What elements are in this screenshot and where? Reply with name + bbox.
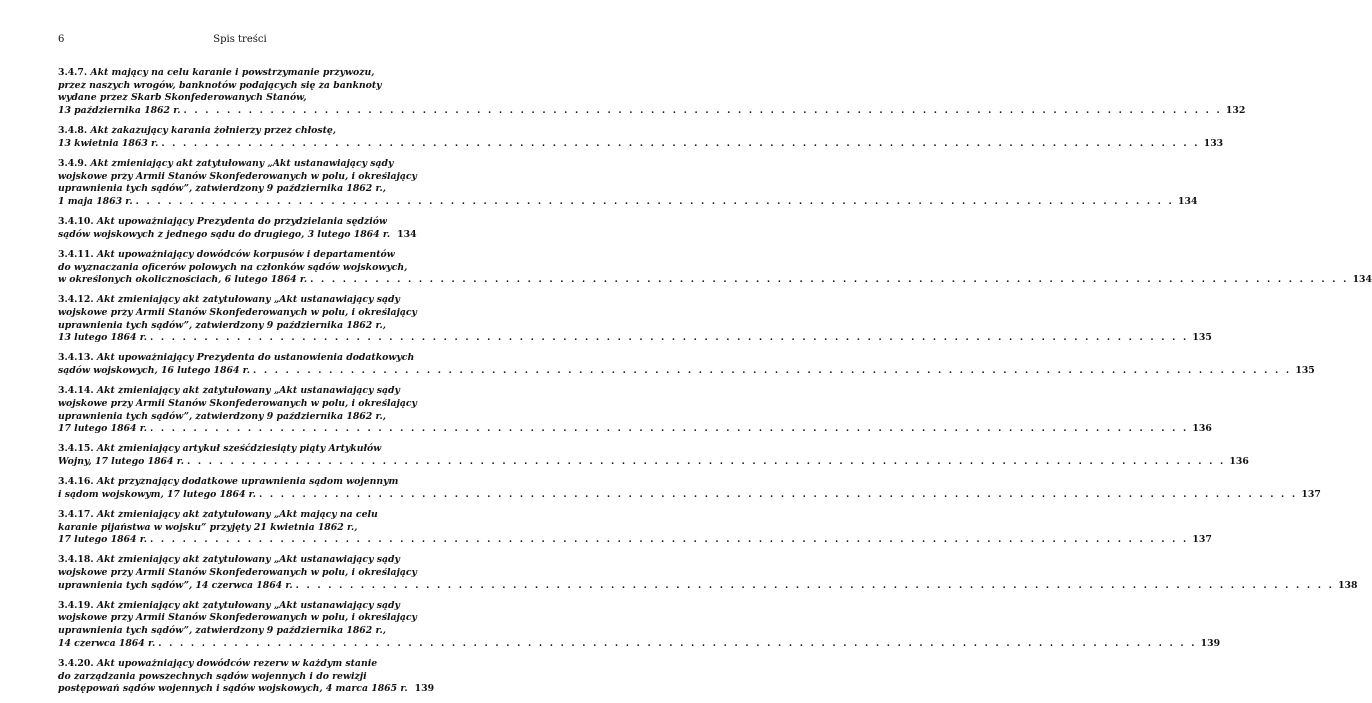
toc-entry-page: 134 <box>1352 274 1372 286</box>
toc-entry-line <box>58 612 417 625</box>
toc-entry-title: wojskowe przy Armii Stanów Skonfederowanych w polu, i określający <box>58 397 417 409</box>
toc-entry-line <box>58 80 403 93</box>
toc-entry-number: 3.4.15. <box>58 443 97 455</box>
toc-entry-title: do zarządzania powszechnych sądów wojennych i do rewizji <box>58 670 367 682</box>
toc-entry-page: 137 <box>1192 534 1212 546</box>
toc-entry-number: 3.4.19. <box>58 599 97 611</box>
toc-entry-title: Akt upoważniający Prezydenta do ustanowienia dodatkowych <box>96 352 415 364</box>
toc-entry-number: 3.4.20. <box>58 657 97 669</box>
toc-entry-title: wojskowe przy Armii Stanów Skonfederowanych w polu, i określający <box>58 306 417 318</box>
toc-entry-title: 14 czerwca 1864 r. <box>58 637 156 649</box>
toc-entry-line <box>58 261 408 275</box>
toc-entry[interactable] <box>58 125 1224 150</box>
toc-entry-line <box>58 658 403 671</box>
dot-leader <box>150 423 1188 436</box>
toc-entry-title: wojskowe przy Armii Stanów Skonfederowanych w polu, i określający <box>58 170 417 182</box>
dot-leader <box>253 365 1291 378</box>
toc-entry-title: uprawnienia tych sądów”, zatwierdzony 9 października 1862 r., <box>58 410 387 422</box>
toc-entry-title: Akt zmieniający akt zatytułowany „Akt ustanawiający sądy <box>90 157 394 169</box>
toc-entry-title: Wojny, 17 lutego 1864 r. <box>58 456 184 468</box>
toc-entry-title: uprawnienia tych sądów”, 14 czerwca 1864 r. <box>58 579 293 591</box>
dot-leader <box>161 138 1199 151</box>
toc-entry-line <box>58 332 1212 345</box>
toc-entry-line <box>58 509 403 522</box>
toc-entry-page: 134 <box>397 228 417 240</box>
toc-entry-title: karanie pijaństwa w wojsku” przyjęty 21 kwietnia 1862 r., <box>58 521 358 533</box>
toc-entry-title: uprawnienia tych sądów”, zatwierdzony 9 października 1862 r., <box>58 625 387 637</box>
dot-leader <box>150 332 1188 345</box>
toc-entry-line <box>58 625 403 638</box>
dot-leader <box>158 638 1196 651</box>
table-of-contents <box>58 67 1372 703</box>
toc-entry[interactable] <box>58 599 1221 651</box>
toc-entry-number: 3.4.14. <box>58 385 97 397</box>
toc-entry-title: Akt zmieniający akt zatytułowany „Akt ustanawiający sądy <box>96 599 400 611</box>
toc-entry-title: Akt zmieniający akt zatytułowany „Akt ustanawiający sądy <box>96 294 400 306</box>
toc-entry-line <box>58 554 403 567</box>
toc-entry-title: Akt przyznający dodatkowe uprawnienia sądom wojennym <box>96 476 399 488</box>
toc-entry[interactable] <box>58 385 1212 436</box>
dot-leader <box>296 580 1334 593</box>
toc-entry-title: 1 maja 1863 r. <box>58 196 133 208</box>
toc-entry[interactable] <box>58 67 1246 118</box>
toc-entry-page: 135 <box>1295 365 1315 377</box>
toc-entry-line <box>58 566 417 580</box>
toc-entry-line <box>58 125 403 138</box>
toc-entry-page: 132 <box>1225 105 1246 117</box>
toc-entry[interactable] <box>58 216 417 241</box>
toc-entry-line <box>58 196 1198 209</box>
toc-entry-title: Akt mający na celu karanie i powstrzymanie przywozu, <box>90 67 375 78</box>
dot-leader <box>136 196 1174 209</box>
toc-entry-line <box>58 249 403 262</box>
toc-entry[interactable] <box>58 657 435 696</box>
toc-entry-line <box>58 534 1212 547</box>
toc-entry-line <box>58 320 403 333</box>
toc-entry-line <box>58 105 1246 118</box>
toc-entry-line <box>58 170 417 184</box>
toc-entry-line <box>58 67 403 80</box>
page-number: 6 <box>58 34 65 45</box>
toc-entry-page: 136 <box>1229 456 1249 468</box>
toc-entry-line <box>58 443 403 456</box>
toc-entry-line <box>58 306 417 320</box>
toc-entry-title: Akt upoważniający dowódców korpusów i departamentów <box>96 248 395 260</box>
toc-entry[interactable] <box>58 248 1372 287</box>
toc-entry-line <box>58 274 1372 287</box>
toc-entry-title: Akt zmieniający akt zatytułowany „Akt mający na celu <box>96 508 378 520</box>
toc-entry-page: 136 <box>1192 423 1212 435</box>
dot-leader <box>184 105 1222 118</box>
toc-entry-number: 3.4.17. <box>58 508 97 520</box>
toc-entry-line <box>58 385 403 398</box>
toc-entry-page: 138 <box>1338 579 1358 591</box>
toc-entry[interactable] <box>58 554 1358 592</box>
toc-entry-line <box>58 137 1224 151</box>
toc-entry[interactable] <box>58 294 1212 345</box>
toc-entry-title: wojskowe przy Armii Stanów Skonfederowanych w polu, i określający <box>58 566 417 578</box>
toc-entry-line <box>58 365 1315 378</box>
toc-entry-title: 17 lutego 1864 r. <box>58 423 148 435</box>
toc-entry-line <box>58 671 403 684</box>
toc-entry-number: 3.4.12. <box>58 294 97 306</box>
toc-entry[interactable] <box>58 157 1198 209</box>
toc-entry-line <box>58 522 403 535</box>
toc-entry-title: uprawnienia tych sądów”, zatwierdzony 9 października 1862 r., <box>58 183 387 195</box>
toc-entry-title: Akt zakazujący karania żołnierzy przez chłostę, <box>90 125 337 137</box>
toc-entry-line <box>58 294 403 307</box>
dot-leader <box>259 489 1297 502</box>
toc-entry-title: sądów wojskowych, 16 lutego 1864 r. <box>58 365 250 377</box>
toc-entry-title: w określonych okolicznościach, 6 lutego 1864 r. <box>58 274 308 286</box>
running-head: Spis treści <box>213 34 267 45</box>
dot-leader <box>150 534 1188 547</box>
toc-entry-line <box>58 423 1212 436</box>
toc-entry-title: do wyznaczania oficerów polowych na członków sądów wojskowych, <box>58 261 408 273</box>
toc-entry-line <box>58 228 417 242</box>
toc-entry-page: 135 <box>1192 332 1212 344</box>
toc-entry-number: 3.4.10. <box>58 216 97 228</box>
toc-entry-title: 13 października 1862 r. <box>58 105 181 117</box>
toc-entry-line <box>58 683 435 696</box>
toc-entry-title: przez naszych wrogów, banknotów podających się za banknoty <box>58 79 382 91</box>
toc-entry-title: Akt upoważniający dowódców rezerw w każdym stanie <box>96 657 378 669</box>
toc-entry[interactable] <box>58 508 1212 547</box>
toc-entry-line <box>58 579 1358 593</box>
toc-entry-page: 137 <box>1301 488 1321 500</box>
toc-entry-number: 3.4.8. <box>58 125 91 137</box>
toc-entry-line <box>58 637 1221 651</box>
dot-leader <box>310 274 1348 287</box>
toc-entry-number: 3.4.9. <box>58 157 91 169</box>
toc-entry-line <box>58 352 415 365</box>
toc-entry-number: 3.4.11. <box>58 248 97 260</box>
toc-entry-number: 3.4.16. <box>58 476 97 488</box>
toc-entry-title: i sądom wojskowym, 17 lutego 1864 r. <box>58 488 256 500</box>
toc-entry-line <box>58 411 403 424</box>
toc-entry-line <box>58 600 403 613</box>
toc-entry-title: Akt upoważniający Prezydenta do przydzielania sędziów <box>96 216 388 228</box>
toc-entry-line <box>58 456 1249 469</box>
toc-entry-page: 139 <box>1200 637 1221 649</box>
toc-entry[interactable] <box>58 352 1315 377</box>
toc-entry-number: 3.4.18. <box>58 554 97 566</box>
toc-entry-title: sądów wojskowych z jednego sądu do drugiego, 3 lutego 1864 r. <box>58 228 391 240</box>
toc-entry-title: uprawnienia tych sądów”, zatwierdzony 9 października 1862 r., <box>58 319 387 331</box>
toc-entry-line <box>58 158 403 171</box>
dot-leader <box>187 456 1225 469</box>
toc-entry-line <box>58 476 403 489</box>
toc-entry-title: 13 kwietnia 1863 r. <box>58 137 159 149</box>
toc-entry-title: wojskowe przy Armii Stanów Skonfederowanych w polu, i określający <box>58 612 417 624</box>
toc-entry-number: 3.4.7. <box>58 67 91 78</box>
toc-entry-line <box>58 397 417 411</box>
toc-entry-title: Akt zmieniający akt zatytułowany „Akt ustanawiający sądy <box>96 385 400 397</box>
toc-entry-page: 133 <box>1203 137 1224 149</box>
toc-entry-line <box>58 216 403 229</box>
toc-entry-title: Akt zmieniający artykuł sześćdziesiąty piąty Artykułów <box>96 443 382 455</box>
toc-entry[interactable] <box>58 443 1249 468</box>
toc-entry-title: Akt zmieniający akt zatytułowany „Akt ustanawiający sądy <box>96 554 400 566</box>
toc-entry-title: 13 lutego 1864 r. <box>58 332 148 344</box>
toc-entry-page: 134 <box>1178 196 1198 208</box>
toc-entry-line <box>58 488 1321 502</box>
toc-entry-line <box>58 183 403 196</box>
toc-entry-number: 3.4.13. <box>58 352 97 364</box>
toc-entry-title: wydane przez Skarb Skonfederowanych Stanów, <box>58 92 307 104</box>
toc-entry-title: postępowań sądów wojennych i sądów wojskowych, 4 marca 1865 r. <box>58 683 408 695</box>
toc-entry[interactable] <box>58 476 1321 501</box>
toc-entry-line <box>58 92 403 105</box>
toc-entry-title: 17 lutego 1864 r. <box>58 534 148 546</box>
toc-entry-page: 139 <box>414 683 435 695</box>
